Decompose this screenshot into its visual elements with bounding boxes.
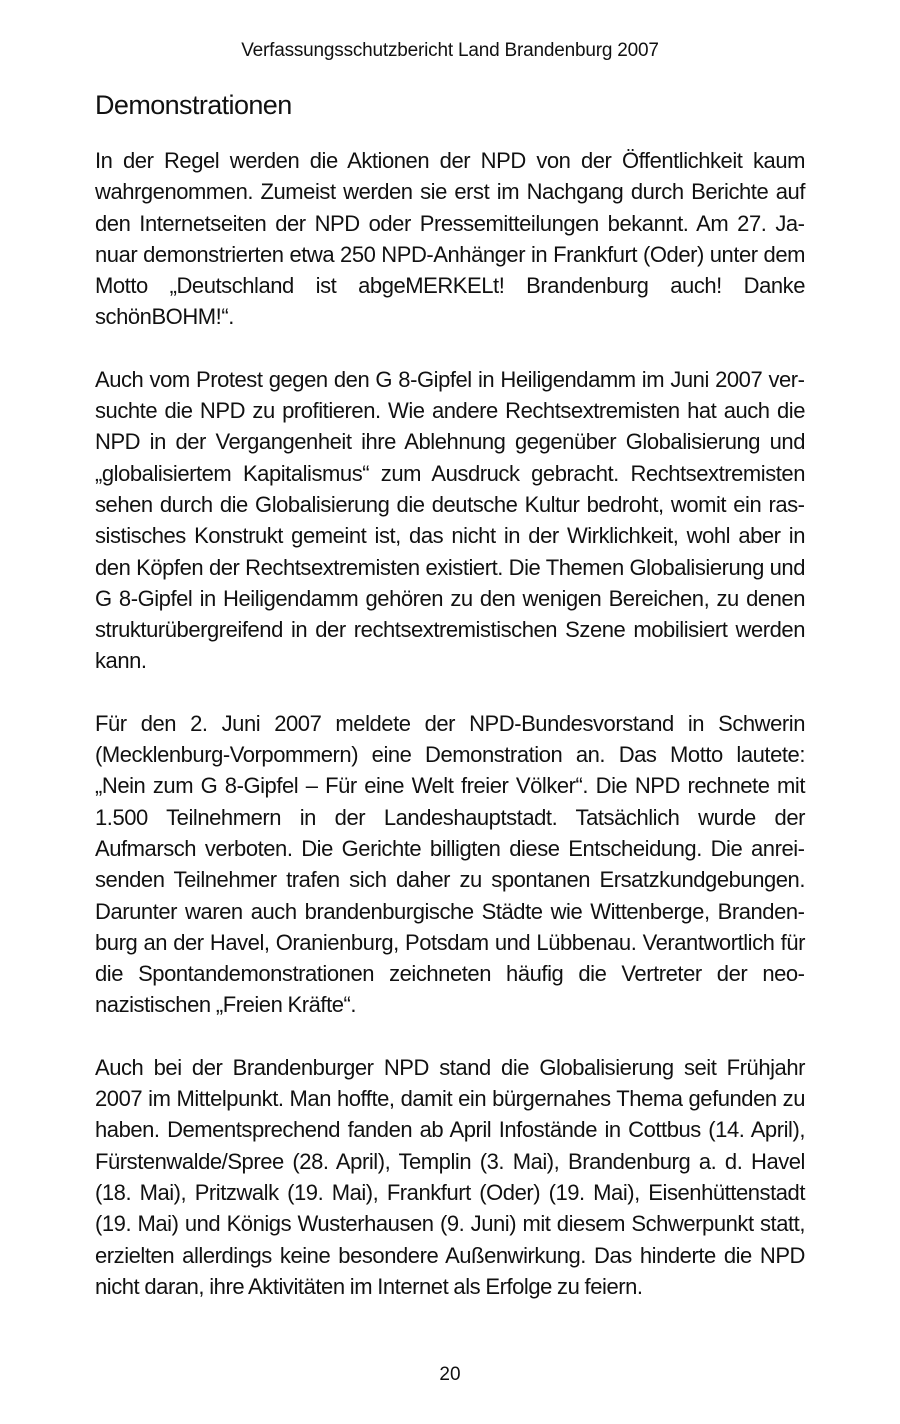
section-title: Demonstrationen <box>95 90 292 120</box>
running-header: Verfassungsschutzbericht Land Brandenburg 2007 <box>241 40 659 61</box>
page-number: 20 <box>439 1364 461 1385</box>
paragraph-intro: In der Regel werden die Aktionen der NPD von der Öffentlichkeit kaum wahrgenommen. Zumeist werden sie erst im Nachgang durch Berichte auf den Internetseiten der NPD oder Pressemitteilungen bekannt. Am 27. Januar demonstrierten etwa 250 NPD-Anhänger in Frankfurt (Oder) unter dem Motto „Deutschland ist abgeMERKELt! Brandenburg auch! Danke schönBOHM!“. <box>95 148 805 330</box>
paragraph-g8-protest: Auch vom Protest gegen den G 8-Gipfel in Heiligendamm im Juni 2007 versuchte die NPD zu profitieren. Wie andere Rechtsextremisten hat auch die NPD in der Vergangenheit ihre Ablehnung gegenüber Globalisierung und „globalisiertem Kapitalismus“ zum Ausdruck gebracht. Rechtsextremisten sehen durch die Globalisierung die deutsche Kultur bedroht, womit ein rassistisches Konstrukt gemeint ist, das nicht in der Wirklichkeit, wohl aber in den Köpfen der Rechtsextremisten existiert. Die Themen Globalisierung und G 8-Gipfel in Heiligendamm gehören zu den wenigen Bereichen, zu denen strukturübergreifend in der rechtsextremistischen Szene mobilisiert werden kann. <box>95 366 805 674</box>
paragraph-schwerin-demonstration: Für den 2. Juni 2007 meldete der NPD-Bundesvorstand in Schwerin (Mecklenburg-Vorpommern) eine Demonstration an. Das Motto lautete: „Nein zum G 8-Gipfel – Für eine Welt freier Völker“. Die NPD rechnete mit 1.500 Teilnehmern in der Landeshauptstadt. Tatsächlich wurde der Aufmarsch verboten. Die Gerichte billigten diese Entscheidung. Die anreisenden Teilnehmer trafen sich daher zu spontanen Ersatzkundgebungen. Darunter waren auch brandenburgische Städte wie Wittenberge, Brandenburg an der Havel, Oranienburg, Potsdam und Lübbenau. Verantwortlich für die Spontandemonstrationen zeichneten häufig die Vertreter der neonazistischen „Freien Kräfte“. <box>95 710 805 1018</box>
paragraph-infostaende: Auch bei der Brandenburger NPD stand die Globalisierung seit Frühjahr 2007 im Mittelpunkt. Man hoffte, damit ein bürgernahes Thema gefunden zu haben. Dementsprechend fanden ab April Infostände in Cottbus (14. April), Fürstenwalde/Spree (28. April), Templin (3. Mai), Brandenburg a. d. Havel (18. Mai), Pritzwalk (19. Mai), Frankfurt (Oder) (19. Mai), Eisenhüttenstadt (19. Mai) und Königs Wusterhausen (9. Juni) mit diesem Schwerpunkt statt, erzielten allerdings keine besondere Außenwirkung. Das hinderte die NPD nicht daran, ihre Aktivitäten im Internet als Erfolge zu feiern. <box>95 1054 805 1299</box>
body-text <box>95 145 805 1333</box>
